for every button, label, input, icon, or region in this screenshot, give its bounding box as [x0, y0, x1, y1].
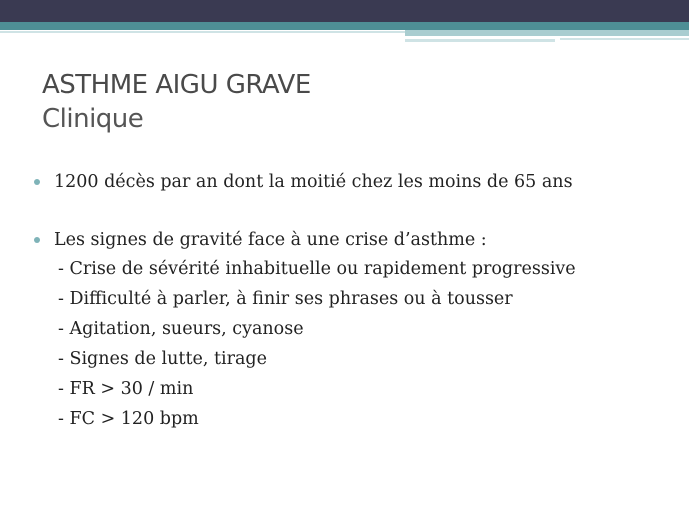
- bullet-item: 1200 décès par an dont la moitié chez les moins de 65 ans: [32, 168, 672, 196]
- header-band-teal: [0, 22, 689, 30]
- slide-title: [42, 68, 311, 136]
- header-band-line: [405, 39, 555, 42]
- sub-item: - Difficulté à parler, à finir ses phrases ou à tousser: [58, 289, 513, 309]
- sub-item: - FR > 30 / min: [58, 379, 194, 399]
- header-band-line: [0, 31, 405, 33]
- sub-item: - Signes de lutte, tirage: [58, 349, 267, 369]
- sub-item: - FC > 120 bpm: [58, 409, 199, 429]
- spacer: [32, 196, 672, 226]
- header-band-teal-light: [405, 30, 689, 36]
- slide-content: [32, 168, 672, 434]
- header-band-dark: [0, 0, 689, 22]
- slide-title-subtitle: Clinique: [42, 104, 144, 134]
- header-band-line: [560, 38, 689, 40]
- sub-item: - Agitation, sueurs, cyanose: [58, 319, 304, 339]
- slide-title-main: ASTHME AIGU GRAVE: [42, 70, 311, 100]
- sub-item: - Crise de sévérité inhabituelle ou rapidement progressive: [58, 259, 576, 279]
- bullet-item: Les signes de gravité face à une crise d’asthme :: [32, 226, 672, 254]
